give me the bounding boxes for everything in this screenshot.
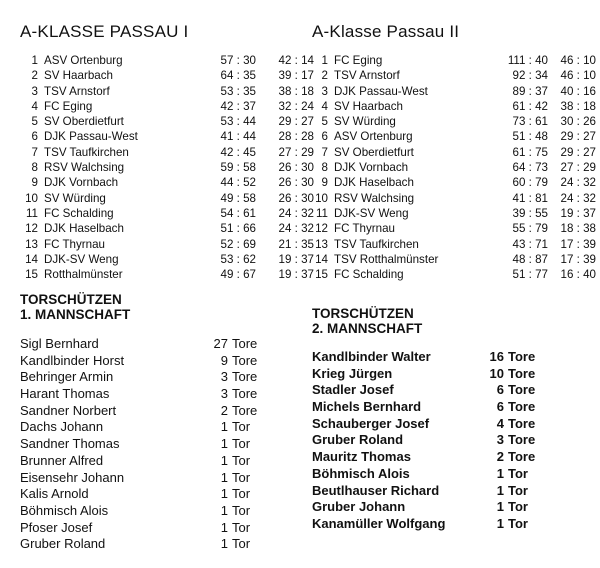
scorers-heading-team-2 [312,306,422,336]
goal-ratio: 64 : 35 [220,69,256,83]
team-name: SV Haarbach [334,99,403,113]
points: 30 : 26 [560,115,596,129]
points: 16 : 40 [560,268,596,282]
standings-row [20,191,314,206]
team-name: FC Schalding [44,206,114,220]
scorer-row [20,520,300,537]
goal-count: 4 [496,415,504,431]
team-name: FC Eging [44,99,93,113]
standings-row [312,53,596,68]
goal-unit: Tor [232,536,251,552]
team-name: ASV Ortenburg [44,54,123,67]
goal-ratio: 39 : 55 [512,206,548,220]
scorer-name: Gruber Roland [312,432,404,448]
points: 17 : 39 [560,237,596,251]
rank: 4 [31,99,38,113]
goal-ratio: 41 : 81 [512,191,548,205]
goal-unit: Tor [232,436,251,452]
points: 26 : 30 [278,176,314,190]
goal-ratio: 42 : 37 [220,99,256,113]
points: 27 : 29 [278,145,314,159]
goal-ratio: 92 : 34 [512,69,548,83]
team-name: TSV Taufkirchen [334,237,419,251]
standings-row [20,160,314,175]
standings-row [312,160,596,175]
team-name: TSV Taufkirchen [44,145,129,159]
scorer-row [312,349,590,366]
points: 46 : 10 [560,54,596,67]
scorer-row [20,470,300,487]
goal-ratio: 53 : 62 [220,252,256,266]
goal-unit: Tore [232,352,258,368]
standings-row [312,84,596,99]
standings-row [312,145,596,160]
team-name: DJK Vornbach [44,176,119,190]
goal-unit: Tore [508,349,536,364]
standings-row [20,237,314,252]
points: 24 : 32 [560,176,596,190]
rank: 2 [31,69,38,83]
rank: 8 [321,161,328,175]
points: 29 : 27 [278,115,314,129]
team-name: TSV Arnstorf [44,84,110,98]
rank: 13 [25,237,38,251]
goal-ratio: 55 : 79 [512,222,548,236]
goal-ratio: 48 : 87 [512,252,548,266]
goal-unit: Tor [232,469,251,485]
team-name: RSV Walchsing [44,161,125,175]
scorers-list-team-1 [20,336,300,553]
rank: 6 [321,130,328,144]
goal-ratio: 49 : 67 [220,268,256,282]
scorer-row [20,486,300,503]
scorer-name: Kandlbinder Horst [20,352,125,368]
points: 29 : 27 [560,130,596,144]
rank: 6 [31,130,38,144]
goal-ratio: 52 : 69 [220,237,256,251]
scorer-row [20,336,300,353]
standings-row [20,206,314,221]
standings-row [312,237,596,252]
standings-row [312,206,596,221]
standings-row [312,191,596,206]
goal-ratio: 111 : 40 [507,54,548,67]
scorer-name: Krieg Jürgen [312,365,393,381]
goal-unit: Tor [508,499,528,515]
scorer-name: Böhmisch Alois [312,465,410,481]
standings-row [312,129,596,144]
scorer-row [312,449,590,466]
rank: 9 [31,176,38,190]
points: 19 : 37 [278,252,314,266]
points: 24 : 32 [278,206,314,220]
scorer-row [312,432,590,449]
rank: 1 [321,54,328,67]
team-name: SV Oberdietfurt [334,145,414,159]
points: 38 : 18 [560,99,596,113]
goal-unit: Tor [232,452,251,468]
league-title-passau-2: A-Klasse Passau II [312,22,460,41]
goal-count: 3 [220,369,228,385]
scorer-name: Sigl Bernhard [20,336,99,351]
goal-ratio: 42 : 45 [220,145,256,159]
rank: 1 [31,54,38,67]
rank: 12 [315,222,328,236]
goal-count: 1 [220,419,228,435]
team-name: SV Würding [334,115,396,129]
points: 40 : 16 [560,84,596,98]
goal-ratio: 73 : 61 [512,115,548,129]
standings-row [20,68,314,83]
scorer-row [20,386,300,403]
goal-ratio: 41 : 44 [220,130,256,144]
points: 27 : 29 [560,161,596,175]
scorer-row [20,536,300,553]
team-name: FC Schalding [334,268,404,282]
scorer-row [20,403,300,420]
goal-count: 2 [220,402,228,418]
scorers-heading-line2: 1. MANNSCHAFT [20,307,131,322]
scorer-row [312,499,590,516]
standings-row [20,129,314,144]
rank: 13 [315,237,328,251]
goal-count: 9 [220,352,228,368]
goal-count: 27 [213,336,228,351]
goal-unit: Tore [508,382,536,398]
rank: 5 [321,115,328,129]
team-name: DJK-SV Weng [334,206,409,220]
scorers-heading-line2: 2. MANNSCHAFT [312,321,423,336]
goal-unit: Tore [508,365,536,381]
standings-row [312,175,596,190]
rank: 12 [25,222,38,236]
points: 32 : 24 [278,99,314,113]
points: 19 : 37 [560,206,596,220]
rank: 14 [25,252,38,266]
scorer-row [20,436,300,453]
goal-ratio: 43 : 71 [512,237,548,251]
standings-row [20,84,314,99]
goal-ratio: 61 : 75 [512,145,548,159]
scorer-name: Sandner Thomas [20,436,120,452]
rank: 4 [321,99,328,113]
goal-unit: Tore [232,336,258,351]
scorer-row [20,353,300,370]
scorer-name: Behringer Armin [20,369,114,385]
scorer-row [312,416,590,433]
league-title-passau-1: A-KLASSE PASSAU I [20,22,189,41]
rank: 10 [315,191,328,205]
team-name: RSV Walchsing [334,191,415,205]
points: 17 : 39 [560,252,596,266]
goal-count: 1 [220,452,228,468]
scorer-name: Sandner Norbert [20,402,117,418]
scorer-name: Gruber Roland [20,536,106,552]
goal-ratio: 53 : 35 [220,84,256,98]
scorer-name: Kanamüller Wolfgang [312,515,446,531]
goal-unit: Tore [232,369,258,385]
team-name: FC Thyrnau [44,237,105,251]
goal-ratio: 61 : 42 [512,99,548,113]
goal-count: 1 [496,465,504,481]
team-name: FC Thyrnau [334,222,395,236]
scorer-row [312,483,590,500]
scorer-row [20,503,300,520]
goal-unit: Tor [508,482,528,498]
scorer-row [20,369,300,386]
goal-count: 1 [220,486,228,502]
scorer-name: Schauberger Josef [312,415,430,431]
standings-row [20,145,314,160]
goal-ratio: 51 : 48 [512,130,548,144]
scorer-row [20,453,300,470]
standings-row [312,267,596,282]
rank: 15 [25,268,38,282]
scorer-name: Gruber Johann [312,499,406,515]
goal-count: 3 [220,386,228,402]
scorers-heading-team-1 [20,292,130,322]
points: 21 : 35 [278,237,314,251]
goal-count: 1 [496,482,504,498]
goal-ratio: 54 : 61 [220,206,256,220]
scorer-name: Stadler Josef [312,382,394,398]
goal-ratio: 51 : 77 [512,268,548,282]
rank: 2 [321,69,328,83]
rank: 9 [321,176,328,190]
team-name: TSV Arnstorf [334,69,400,83]
points: 18 : 38 [560,222,596,236]
goal-count: 1 [220,519,228,535]
team-name: DJK-SV Weng [44,252,119,266]
goal-unit: Tore [508,399,536,415]
rank: 8 [31,161,38,175]
team-name: SV Würding [44,191,106,205]
team-name: DJK Haselbach [44,222,124,236]
goal-count: 6 [496,399,504,415]
points: 26 : 30 [278,161,314,175]
scorer-name: Kalis Arnold [20,486,89,502]
scorer-row [312,382,590,399]
standings-row [312,252,596,267]
standings-row [20,221,314,236]
team-name: FC Eging [334,54,383,67]
goal-ratio: 51 : 66 [220,222,256,236]
scorers-heading-line1: TORSCHÜTZEN [20,292,122,307]
goal-unit: Tor [508,515,528,531]
points: 24 : 32 [560,191,596,205]
rank: 11 [315,206,328,220]
scorer-row [312,399,590,416]
team-name: SV Oberdietfurt [44,115,124,129]
scorers-heading-line1: TORSCHÜTZEN [312,306,414,321]
goal-count: 6 [496,382,504,398]
goal-unit: Tore [508,415,536,431]
goal-count: 1 [220,469,228,485]
goal-count: 1 [496,499,504,515]
scorer-row [312,516,590,533]
goal-count: 16 [489,349,504,364]
rank: 5 [31,115,38,129]
points: 42 : 14 [278,54,314,67]
rank: 7 [321,145,328,159]
rank: 7 [31,145,38,159]
goal-ratio: 60 : 79 [512,176,548,190]
standings-table-passau-1 [20,53,314,282]
goal-count: 10 [489,365,504,381]
goal-unit: Tore [508,449,536,465]
points: 19 : 37 [278,268,314,282]
goal-count: 2 [496,449,504,465]
goal-ratio: 59 : 58 [220,161,256,175]
team-name: DJK Passau-West [44,130,138,144]
rank: 10 [25,191,38,205]
rank: 3 [31,84,38,98]
standings-row [312,114,596,129]
points: 24 : 32 [278,222,314,236]
standings-row [312,68,596,83]
goal-count: 1 [496,515,504,531]
rank: 14 [315,252,328,266]
scorer-row [20,419,300,436]
goal-unit: Tor [232,486,251,502]
rank: 11 [25,206,38,220]
scorer-name: Eisensehr Johann [20,469,125,485]
team-name: ASV Ortenburg [334,130,413,144]
goal-ratio: 44 : 52 [220,176,256,190]
points: 26 : 30 [278,191,314,205]
standings-table-passau-2 [312,53,596,282]
goal-ratio: 64 : 73 [512,161,548,175]
rank: 15 [315,268,328,282]
standings-row [312,221,596,236]
goal-ratio: 57 : 30 [220,54,256,67]
goal-unit: Tor [508,465,528,481]
standings-row [20,53,314,68]
scorer-name: Pfoser Josef [20,519,93,535]
scorer-name: Beutlhauser Richard [312,482,440,498]
goal-unit: Tore [232,402,258,418]
goal-unit: Tor [232,502,251,518]
team-name: DJK Passau-West [334,84,428,98]
team-name: Rotthalmünster [44,268,123,282]
team-name: SV Haarbach [44,69,113,83]
team-name: TSV Rotthalmünster [334,252,439,266]
goal-count: 1 [220,436,228,452]
scorer-name: Harant Thomas [20,386,110,402]
goal-unit: Tor [232,419,251,435]
scorer-name: Brunner Alfred [20,452,104,468]
scorers-list-team-2 [312,349,590,533]
goal-unit: Tor [232,519,251,535]
scorer-row [312,366,590,383]
goal-count: 3 [496,432,504,448]
scorer-name: Kandlbinder Walter [312,349,431,364]
goal-unit: Tore [232,386,258,402]
points: 46 : 10 [560,69,596,83]
standings-row [20,267,314,282]
standings-row [20,99,314,114]
scorer-row [312,466,590,483]
goal-unit: Tore [508,432,536,448]
rank: 3 [321,84,328,98]
goal-ratio: 49 : 58 [220,191,256,205]
standings-row [20,175,314,190]
scorer-name: Dachs Johann [20,419,104,435]
points: 28 : 28 [278,130,314,144]
scorer-name: Mauritz Thomas [312,449,411,465]
goal-ratio: 89 : 37 [512,84,548,98]
points: 29 : 27 [560,145,596,159]
standings-row [312,99,596,114]
scorer-name: Böhmisch Alois [20,502,109,518]
points: 38 : 18 [278,84,314,98]
standings-row [20,114,314,129]
goal-count: 1 [220,536,228,552]
goal-ratio: 53 : 44 [220,115,256,129]
team-name: DJK Haselbach [334,176,414,190]
goal-count: 1 [220,502,228,518]
points: 39 : 17 [278,69,314,83]
standings-row [20,252,314,267]
team-name: DJK Vornbach [334,161,409,175]
scorer-name: Michels Bernhard [312,399,422,415]
